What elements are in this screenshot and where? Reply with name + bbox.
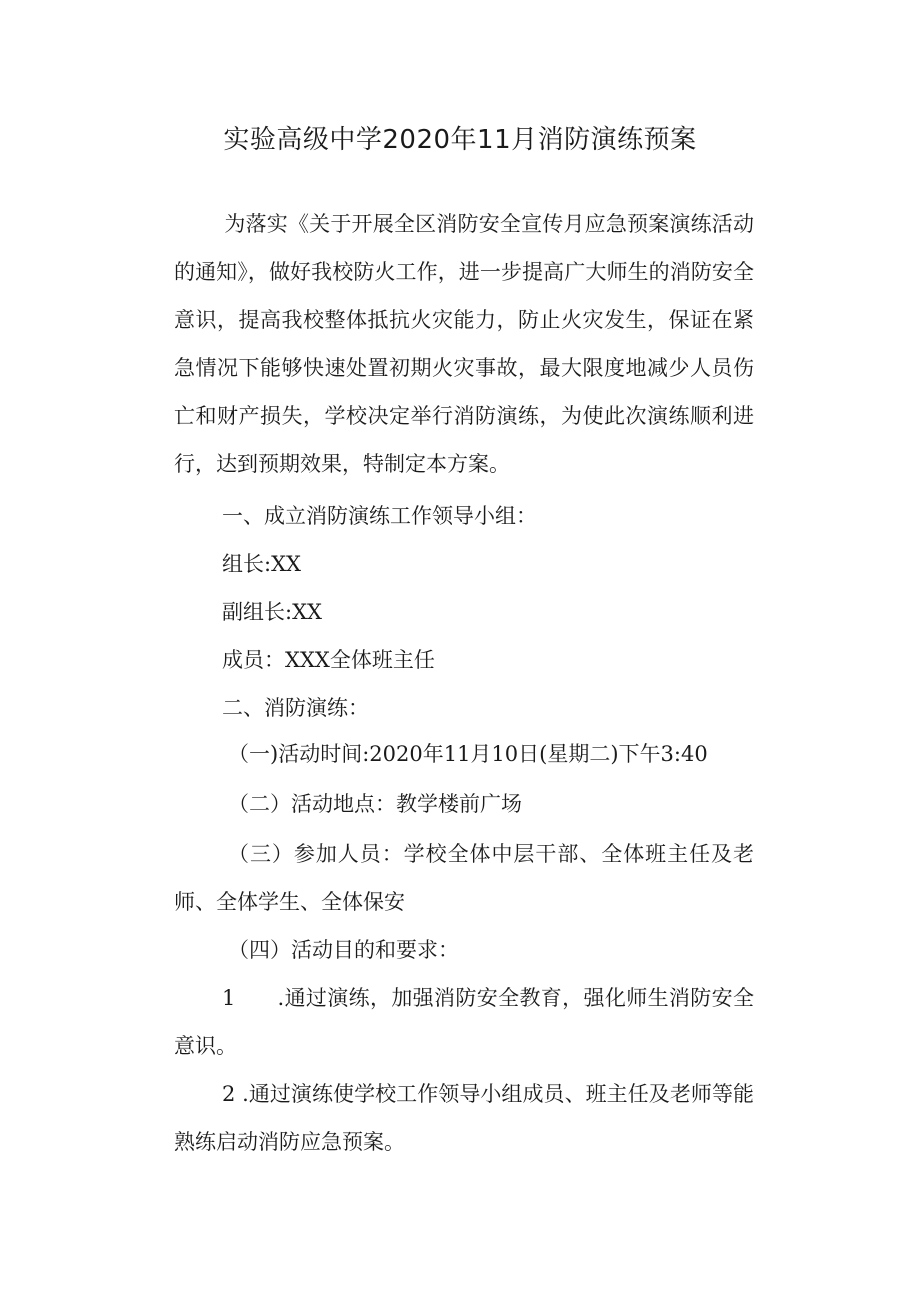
section-1-heading: 一、成立消防演练工作领导小组： [222,504,537,528]
document-title: 实验高级中学2020年11月消防演练预案 [223,125,697,155]
intro-paragraph: 为落实《关于开展全区消防安全宣传月应急预案演练活动的通知》，做好我校防火工作，进一步提高广大师生的消防安全意识，提高我校整体抵抗火灾能力，防止火灾发生，保证在紧急情况下能够快速处置初期火灾事故，最大限度地减少人员伤亡和财产损失，学校决定举行消防演练，为使此次演练顺利进行，达到预期效果，特制定本方案。 [174,212,754,476]
leader-line: 组长:XX [222,552,301,576]
activity-place-line: （二）活动地点：教学楼前广场 [228,792,522,816]
goal-1-paragraph: 1 .通过演练，加强消防安全教育，强化师生消防安全意识。 [174,986,754,1058]
activity-time-line: （一)活动时间:2020年11月10日(星期二)下午3:40 [228,742,708,766]
participants-paragraph: （三）参加人员：学校全体中层干部、全体班主任及老师、全体学生、全体保安 [174,842,754,914]
goal-2-paragraph: 2 .通过演练使学校工作领导小组成员、班主任及老师等能熟练启动消防应急预案。 [174,1082,754,1154]
goals-heading: （四）活动目的和要求： [228,938,459,962]
section-2-heading: 二、消防演练： [222,696,369,720]
members-line: 成员：XXX全体班主任 [222,648,435,672]
deputy-leader-line: 副组长:XX [222,600,322,624]
